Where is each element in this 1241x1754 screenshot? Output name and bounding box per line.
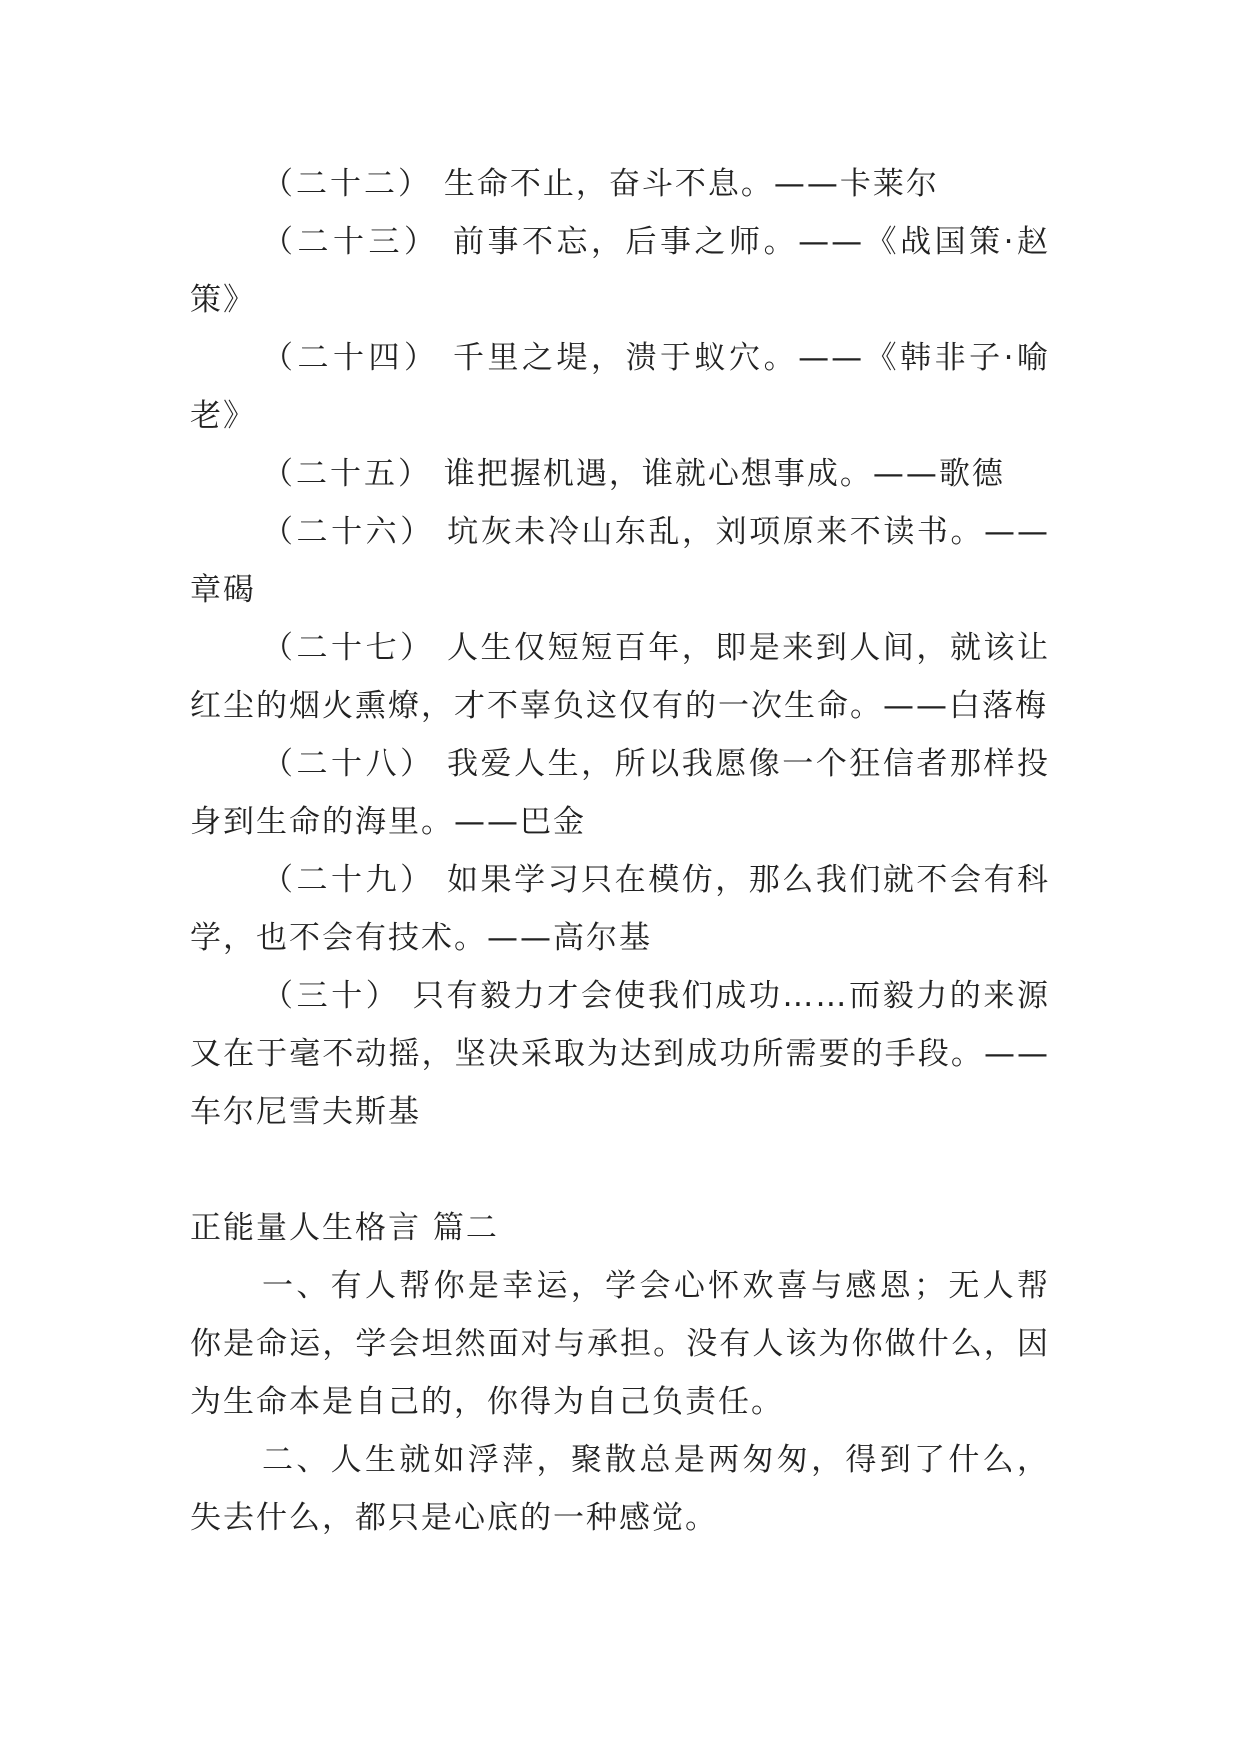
quote-number: （二十七） bbox=[262, 630, 435, 666]
quote-23 bbox=[190, 213, 1050, 329]
quote-text: 如果学习只在模仿，那么我们就不会有科学，也不会有技术。——高尔基 bbox=[190, 862, 1051, 956]
quote-24 bbox=[190, 329, 1050, 445]
quote-text: 坑灰未冷山东乱，刘项原来不读书。——章碣 bbox=[190, 514, 1050, 608]
quote-29 bbox=[190, 851, 1050, 967]
quote-26 bbox=[190, 503, 1050, 619]
quote-number: （三十） bbox=[262, 978, 401, 1014]
quote-number: （二十二） bbox=[262, 166, 432, 202]
quote-number: （二十五） bbox=[262, 456, 432, 492]
section-heading: 正能量人生格言 篇二 bbox=[190, 1210, 499, 1246]
quote-25 bbox=[190, 445, 1050, 503]
quote-28 bbox=[190, 735, 1050, 851]
quote-text: 我爱人生，所以我愿像一个狂信者那样投身到生命的海里。——巴金 bbox=[190, 746, 1051, 840]
quote-number: （二十八） bbox=[262, 746, 435, 782]
quote-text: 生命不止，奋斗不息。——卡莱尔 bbox=[443, 166, 939, 202]
quote-text: 人生仅短短百年，即是来到人间，就该让红尘的烟火熏燎，才不辜负这仅有的一次生命。——白落梅 bbox=[190, 630, 1051, 724]
quote-text: 谁把握机遇，谁就心想事成。——歌德 bbox=[443, 456, 1005, 492]
section-paragraph-2: 二、人生就如浮萍，聚散总是两匆匆，得到了什么，失去什么，都只是心底的一种感觉。 bbox=[190, 1442, 1050, 1536]
quote-text: 只有毅力才会使我们成功……而毅力的来源又在于毫不动摇，坚决采取为达到成功所需要的手段。——车尔尼雪夫斯基 bbox=[190, 978, 1050, 1130]
quote-text: 前事不忘，后事之师。——《战国策·赵策》 bbox=[190, 224, 1051, 318]
quote-30 bbox=[190, 967, 1050, 1141]
quote-number: （二十六） bbox=[262, 514, 435, 550]
quote-27 bbox=[190, 619, 1050, 735]
quote-text: 千里之堤，溃于蚁穴。——《韩非子·喻老》 bbox=[190, 340, 1051, 434]
section-paragraph-1: 一、有人帮你是幸运，学会心怀欢喜与感恩；无人帮你是命运，学会坦然面对与承担。没有人该为你做什么，因为生命本是自己的，你得为自己负责任。 bbox=[190, 1268, 1050, 1420]
quote-number: （二十九） bbox=[262, 862, 435, 898]
document-body bbox=[190, 155, 1050, 1547]
quote-22 bbox=[190, 155, 1050, 213]
quote-number: （二十四） bbox=[262, 340, 440, 376]
quote-number: （二十三） bbox=[262, 224, 440, 260]
